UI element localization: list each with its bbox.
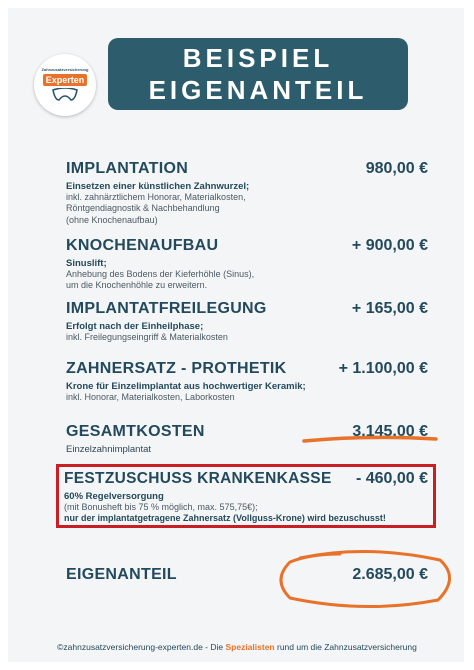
- section-detail: inkl. zahnärztlichem Honorar, Materialkosten,: [66, 192, 246, 202]
- section-festzuschuss: [64, 470, 428, 525]
- orange-circle-stroke: [270, 548, 460, 612]
- footer-highlight: Spezialisten: [225, 642, 275, 652]
- orange-underline-stroke: [300, 432, 440, 446]
- section-subtitle: Einzelzahnimplantat: [66, 444, 152, 455]
- section-freilegung: [66, 300, 428, 343]
- footer-credit: [0, 642, 474, 652]
- section-title: KNOCHENAUFBAU: [66, 237, 219, 254]
- section-price: + 900,00 €: [351, 237, 428, 254]
- footer-text-1: ©zahnzusatzversicherung-experten.de - Die: [57, 642, 226, 652]
- title-line-1: BEISPIEL: [182, 42, 334, 73]
- section-subtitle: Einsetzen einer künstlichen Zahnwurzel;: [66, 181, 250, 192]
- section-price: 3.145,00 €: [352, 423, 428, 440]
- section-title: EIGENANTEIL: [66, 566, 177, 583]
- section-price: 980,00 €: [365, 160, 428, 177]
- title-banner: [108, 38, 408, 110]
- section-detail: (mit Bonusheft bis 75 % möglich, max. 575,75€);: [64, 502, 258, 512]
- section-subtitle: Erfolgt nach der Einheilphase;: [66, 321, 204, 332]
- section-subtitle: Sinuslift;: [66, 258, 107, 269]
- section-detail: Anhebung des Bodens der Kieferhöhle (Sinus),: [66, 269, 255, 279]
- section-implantation: [66, 160, 428, 226]
- section-title: GESAMTKOSTEN: [66, 423, 205, 440]
- section-detail: (ohne Knochenaufbau): [66, 214, 158, 225]
- section-note: nur der implantatgetragene Zahnersatz (Vollguss-Krone) wird bezuschusst!: [64, 513, 386, 524]
- section-price: + 1.100,00 €: [338, 360, 428, 377]
- section-subtitle: Krone für Einzelimplantat aus hochwertiger Keramik;: [66, 381, 306, 392]
- section-price: - 460,00 €: [355, 470, 428, 487]
- logo-main-text: Experten: [43, 74, 88, 86]
- section-detail: inkl. Honorar, Materialkosten, Laborkosten: [66, 392, 235, 402]
- section-detail: um die Knochenhöhle zu erweitern.: [66, 280, 208, 291]
- section-subtitle: 60% Regelversorgung: [64, 491, 164, 502]
- section-zahnersatz: [66, 360, 428, 403]
- title-line-2: EIGENANTEIL: [148, 75, 368, 105]
- section-title: IMPLANTATFREILEGUNG: [66, 300, 267, 317]
- logo-top-text: Zahnzusatzversicherung: [41, 67, 89, 72]
- section-title: FESTZUSCHUSS KRANKENKASSE: [64, 470, 332, 487]
- company-logo: [34, 54, 96, 116]
- section-title: IMPLANTATION: [66, 160, 189, 177]
- section-detail: inkl. Freilegungseingriff & Materialkosten: [66, 332, 228, 342]
- section-knochenaufbau: [66, 237, 428, 292]
- section-price: 2.685,00 €: [352, 566, 428, 583]
- section-title: ZAHNERSATZ - PROTHETIK: [66, 360, 287, 377]
- section-price: + 165,00 €: [351, 300, 428, 317]
- section-detail: Röntgendiagnostik & Nachbehandlung: [66, 203, 220, 214]
- footer-text-2: rund um die Zahnzusatzversicherung: [274, 642, 417, 652]
- tooth-icon: [50, 88, 80, 102]
